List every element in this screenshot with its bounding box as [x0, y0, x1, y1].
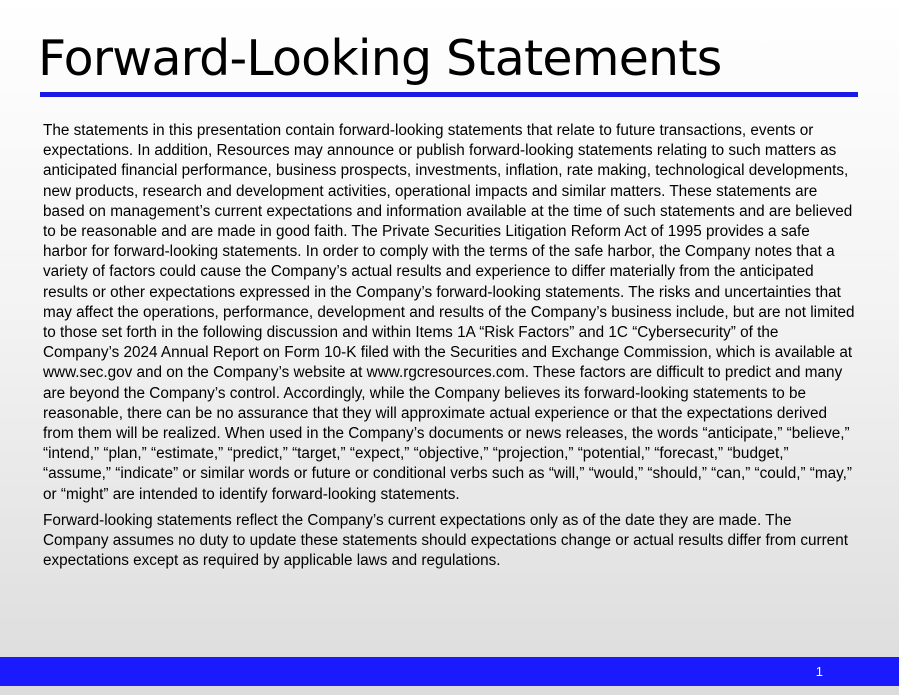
body-paragraph-disclaimer: The statements in this presentation contain forward-looking statements that relate to future transactions, events or expectations. In addition, Resources may announce or publish forward-looking statements relating to such matters as anticipated financial performance, business prospects, investments, inflation, rate making, technological developments, new products, research and development activities, operational impacts and similar matters. These statements are based on management’s current expectations and information available at the time of such statements and are believed to be reasonable and are made in good faith. The Private Securities Litigation Reform Act of 1995 provides a safe harbor for forward-looking statements. In order to comply with the terms of the safe harbor, the Company notes that a variety of factors could cause the Company’s actual results and experience to differ materially from the anticipated results or other expectations expressed in the Company’s forward-looking statements. The risks and uncertainties that may affect the operations, performance, development and results of the Company’s business include, but are not limited to those set forth in the following discussion and within Items 1A “Risk Factors” and 1C “Cybersecurity” of the Company’s 2024 Annual Report on Form 10-K filed with the Securities and Exchange Commission, which is available at www.sec.gov and on the Company’s website at www.rgcresources.com. These factors are difficult to predict and many are beyond the Company’s control. Accordingly, while the Company believes its forward-looking statements to be reasonable, there can be no assurance that they will approximate actual experience or that the expectations derived from them will be realized. When used in the Company’s documents or news releases, the words “anticipate,” “believe,” “intend,” “plan,” “estimate,” “predict,” “target,” “expect,” “objective,” “projection,” “potential,” “forecast,” “budget,” “assume,” “indicate” or similar words or future or conditional verbs such as “will,” “would,” “should,” “can,” “could,” “may,” or “might” are intended to identify forward-looking statements.: [43, 122, 855, 503]
slide-body: [43, 121, 855, 571]
body-paragraph-no-duty: Forward-looking statements reflect the Company’s current expectations only as of the date they are made. The Company assumes no duty to update these statements should expectations change or actual results differ from current expectations except as required by applicable laws and regulations.: [43, 511, 848, 570]
footer-bar: [0, 657, 899, 686]
page-number: 1: [815, 664, 823, 679]
title-underline: [40, 92, 858, 97]
slide-title: Forward-Looking Statements: [38, 30, 722, 87]
